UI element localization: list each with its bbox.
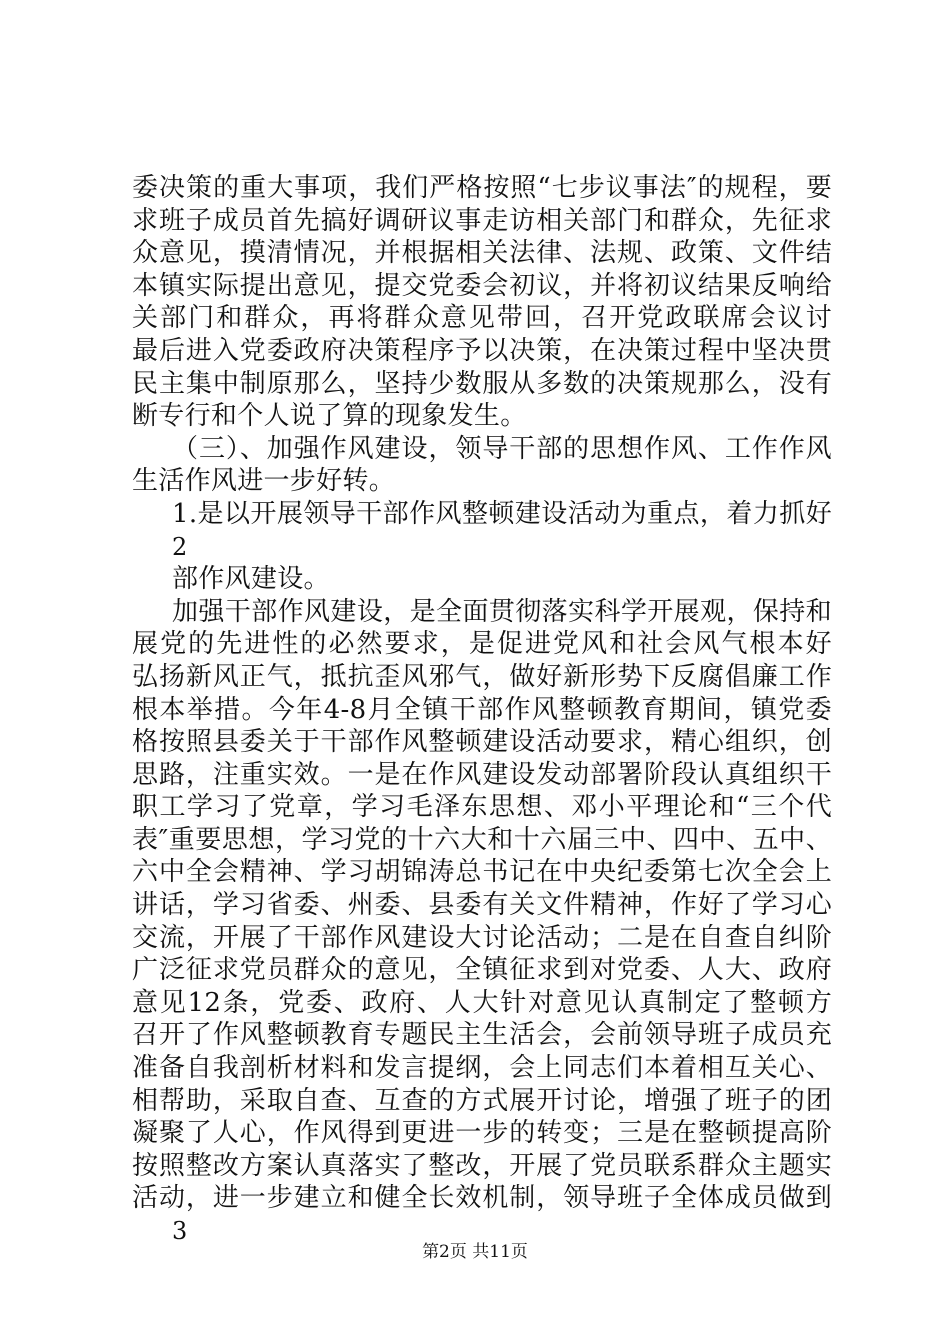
text-line: 相帮助，采取自查、互查的方式展开讨论，增强了班子的团 [132, 1085, 832, 1116]
text-line: 活动，进一步建立和健全长效机制，领导班子全体成员做到 [132, 1183, 832, 1214]
text-line: 格按照县委关于干部作风整顿建设活动要求，精心组织，创 [132, 727, 832, 758]
section-heading-line: 生活作风进一步好转。 [132, 466, 396, 497]
text-line: 本镇实际提出意见，提交党委会初议，并将初议结果反响给 [132, 270, 832, 301]
text-line: 广泛征求党员群众的意见，全镇征求到对党委、人大、政府 [132, 955, 832, 986]
text-line: 按照整改方案认真落实了整改，开展了党员联系群众主题实 [132, 1150, 832, 1181]
text-line: 交流，开展了干部作风建设大讨论活动；二是在自查自纠阶 [132, 922, 832, 953]
text-line: 意见12条，党委、政府、人大针对意见认真制定了整顿方 [132, 987, 832, 1018]
text-line: 表″重要思想，学习党的十六大和十六届三中、四中、五中、 [132, 824, 832, 855]
text-line: 民主集中制原那么，坚持少数服从多数的决策规那么，没有 [132, 368, 832, 399]
text-line: 求班子成员首先搞好调研议事走访相关部门和群众，先征求 [132, 205, 832, 236]
text-line: 部作风建设。 [172, 564, 330, 595]
text-line: 讲话，学习省委、州委、县委有关文件精神，作好了学习心 [132, 890, 832, 921]
text-line: 准备自我剖析材料和发言提纲，会上同志们本着相互关心、 [132, 1053, 832, 1084]
text-line: 断专行和个人说了算的现象发生。 [132, 401, 527, 432]
text-line: 职工学习了党章，学习毛泽东思想、邓小平理论和“三个代 [132, 792, 832, 823]
page-footer: 第2页 共11页 [422, 1242, 528, 1262]
text-line: 众意见，摸清情况，并根据相关法律、法规、政策、文件结 [132, 238, 832, 269]
text-line: 思路，注重实效。一是在作风建设发动部署阶段认真组织干 [132, 759, 832, 790]
text-line: 加强干部作风建设，是全面贯彻落实科学开展观，保持和 [172, 596, 832, 627]
text-line: 展党的先进性的必然要求，是促进党风和社会风气根本好 [132, 629, 832, 660]
text-line: 关部门和群众，再将群众意见带回，召开党政联席会议讨 [132, 303, 832, 334]
text-line: 根本举措。今年4-8月全镇干部作风整顿教育期间，镇党委 [132, 694, 832, 725]
section-heading-line: （三）、加强作风建设，领导干部的思想作风、工作作风 [172, 433, 832, 464]
page-number-marker: 2 [172, 532, 188, 561]
text-line: 弘扬新风正气，抵抗歪风邪气，做好新形势下反腐倡廉工作 [132, 661, 832, 692]
text-line: 委决策的重大事项，我们严格按照“七步议事法″的规程，要 [132, 173, 832, 203]
page-number-marker: 3 [172, 1217, 188, 1245]
text-line: 凝聚了人心，作风得到更进一步的转变；三是在整顿提高阶 [132, 1118, 832, 1149]
text-line: 最后进入党委政府决策程序予以决策，在决策过程中坚决贯 [132, 335, 832, 366]
text-line: 六中全会精神、学习胡锦涛总书记在中央纪委第七次全会上 [132, 857, 832, 888]
subsection-heading-line: 1.是以开展领导干部作风整顿建设活动为重点，着力抓好 [172, 498, 832, 529]
document-body [132, 172, 832, 1248]
text-line: 召开了作风整顿教育专题民主生活会，会前领导班子成员充 [132, 1020, 832, 1051]
